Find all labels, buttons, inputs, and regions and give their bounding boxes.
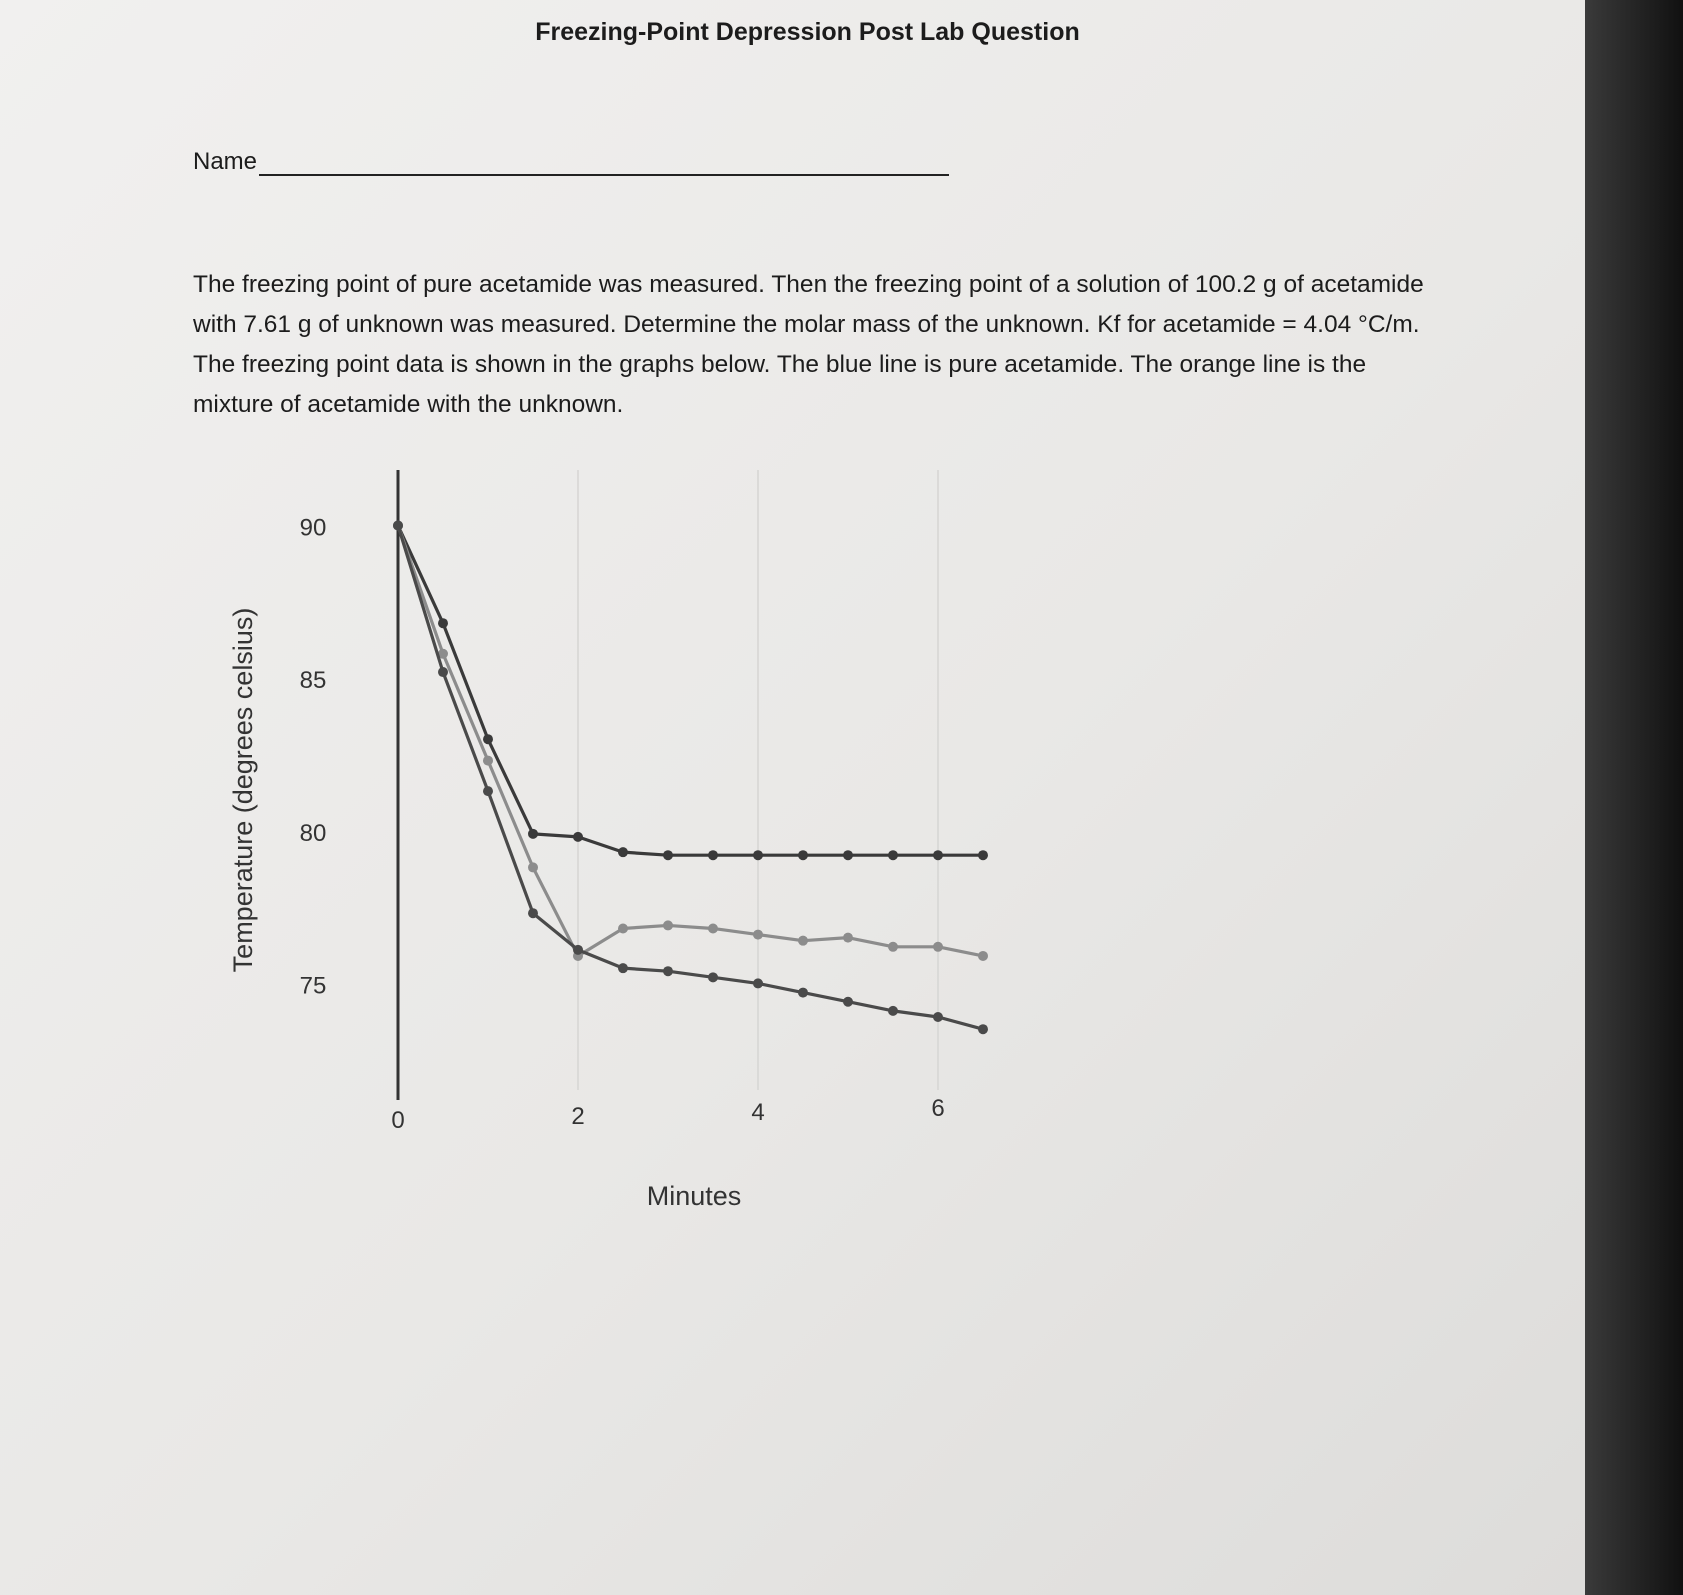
data-point bbox=[483, 734, 493, 744]
y-tick-label: 90 bbox=[299, 514, 327, 542]
chart-grid bbox=[578, 470, 938, 1090]
data-point bbox=[438, 618, 448, 628]
series-line bbox=[398, 526, 983, 1030]
axis-ticks bbox=[300, 515, 945, 1134]
chart-series bbox=[393, 521, 988, 1035]
data-point bbox=[753, 978, 763, 988]
y-tick-label: 75 bbox=[299, 972, 327, 1000]
x-tick-label: 2 bbox=[571, 1103, 585, 1130]
data-point bbox=[753, 850, 763, 860]
data-point bbox=[843, 850, 853, 860]
data-point bbox=[528, 829, 538, 839]
y-tick-label: 80 bbox=[299, 819, 327, 847]
data-point bbox=[573, 832, 583, 842]
data-point bbox=[933, 1012, 943, 1022]
page-title: Freezing-Point Depression Post Lab Question bbox=[535, 18, 1080, 46]
x-axis-label: Minutes bbox=[646, 1181, 742, 1211]
data-point bbox=[528, 908, 538, 918]
data-point bbox=[663, 966, 673, 976]
data-point bbox=[438, 667, 448, 677]
data-point bbox=[708, 923, 718, 933]
x-tick-label: 4 bbox=[751, 1099, 765, 1126]
data-point bbox=[573, 945, 583, 955]
data-point bbox=[888, 850, 898, 860]
name-label: Name bbox=[193, 148, 258, 175]
data-point bbox=[798, 936, 808, 946]
data-point bbox=[483, 786, 493, 796]
data-point bbox=[978, 951, 988, 961]
y-tick-label: 85 bbox=[299, 667, 327, 695]
data-point bbox=[888, 942, 898, 952]
data-point bbox=[618, 847, 628, 857]
data-point bbox=[708, 850, 718, 860]
series-1 bbox=[393, 521, 988, 861]
data-point bbox=[978, 850, 988, 860]
y-axis-label: Temperature (degrees celsius) bbox=[228, 607, 258, 973]
data-point bbox=[708, 972, 718, 982]
data-point bbox=[798, 850, 808, 860]
data-point bbox=[843, 997, 853, 1007]
series-line bbox=[398, 526, 983, 856]
data-point bbox=[663, 920, 673, 930]
question-text: The freezing point of pure acetamide was measured. Then the freezing point of a solution of 100.2 g of acetamide with 7.61 g of unknown was measured. Determine the molar mass of the unknown. Kf for acetamide = 4.04 °C/m. The freezing point data is shown in the graphs below. The blue line is pure acetamide. The orange line is the mixture of acetamide with the unknown. bbox=[193, 271, 1424, 418]
data-point bbox=[618, 963, 628, 973]
data-point bbox=[528, 862, 538, 872]
page-edge-shadow bbox=[1585, 0, 1683, 1595]
data-point bbox=[753, 930, 763, 940]
data-point bbox=[843, 933, 853, 943]
data-point bbox=[888, 1006, 898, 1016]
data-point bbox=[663, 850, 673, 860]
series-2 bbox=[393, 521, 988, 961]
data-point bbox=[483, 756, 493, 766]
x-tick-label: 6 bbox=[931, 1095, 945, 1122]
data-point bbox=[978, 1024, 988, 1034]
data-point bbox=[618, 923, 628, 933]
x-tick-label: 0 bbox=[391, 1107, 405, 1134]
series-3 bbox=[393, 521, 988, 1035]
data-point bbox=[933, 942, 943, 952]
data-point bbox=[933, 850, 943, 860]
data-point bbox=[393, 521, 403, 531]
data-point bbox=[798, 988, 808, 998]
